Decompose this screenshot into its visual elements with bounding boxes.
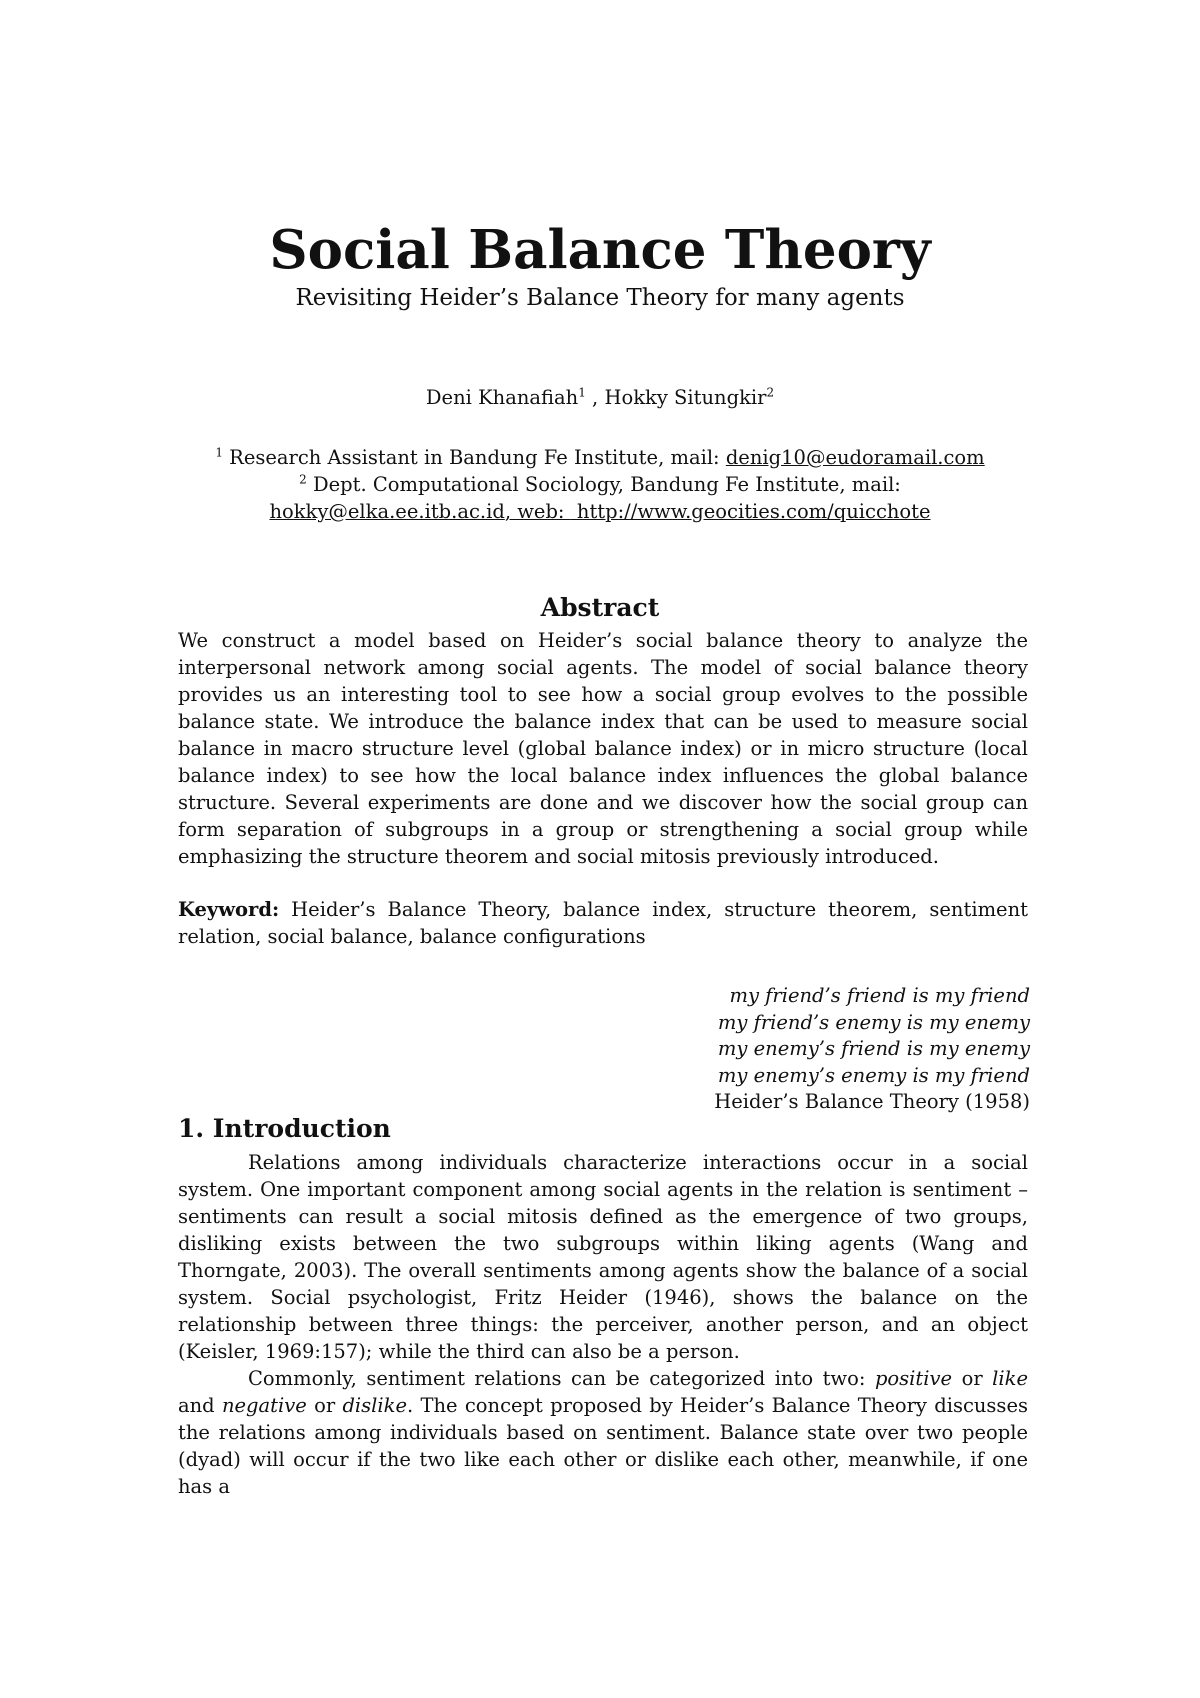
intro-text: Commonly, sentiment relations can be categorized into two:: [248, 1367, 875, 1390]
intro-text: or: [952, 1367, 993, 1390]
affiliation-2: [0, 471, 1200, 498]
affiliation-1-text: Research Assistant in Bandung Fe Institute, mail:: [222, 446, 726, 469]
paper-subtitle: Revisiting Heider’s Balance Theory for many agents: [295, 285, 905, 311]
paper-title: Social Balance Theory: [269, 219, 931, 281]
epigraph: [560, 983, 1030, 1116]
author-name-1: Deni Khanafiah: [425, 386, 579, 409]
affiliation-1: [0, 444, 1200, 471]
affiliations: [0, 444, 1200, 525]
epigraph-line: my enemy’s friend is my enemy: [717, 1037, 1030, 1060]
introduction-body: [178, 1149, 1028, 1500]
affiliation-2-text: Dept. Computational Sociology, Bandung Fe Institute, mail:: [306, 473, 901, 496]
term-like: like: [992, 1367, 1028, 1390]
abstract-body: We construct a model based on Heider’s social balance theory to analyze the interpersonal network among social agents. The model of social balance theory provides us an interesting tool to see how a social group evolves to the possible balance state. We introduce the balance index that can be used to measure social balance in macro structure level (global balance index) or in micro structure (local balance index) to see how the local balance index influences the global balance structure. Several experiments are done and we discover how the social group can form separation of subgroups in a group or strengthening a social group while emphasizing the structure theorem and social mitosis previously introduced.: [178, 629, 1028, 868]
affiliation-mark-1: 1: [215, 445, 223, 460]
term-positive: positive: [874, 1367, 953, 1390]
web-link[interactable]: http://www.geocities.com/quicchote: [570, 500, 931, 523]
author-line: [0, 384, 1200, 412]
author-footnote-mark-2: 2: [766, 385, 775, 400]
term-negative: negative: [221, 1394, 307, 1417]
section-heading-introduction: 1. Introduction: [178, 1114, 391, 1143]
keywords-text: Heider’s Balance Theory, balance index, structure theorem, sentiment relation, social balance, balance configurations: [178, 898, 1028, 948]
abstract-heading: Abstract: [540, 593, 660, 622]
author-name-2: Hokky Situngkir: [604, 386, 767, 409]
keywords: [178, 896, 1028, 950]
affiliation-mark-2: 2: [299, 472, 307, 487]
term-dislike: dislike: [342, 1394, 407, 1417]
web-label: , web:: [504, 500, 571, 523]
email-link-1[interactable]: denig10@eudoramail.com: [725, 446, 985, 469]
intro-paragraph-2: [178, 1365, 1028, 1500]
keywords-label: Keyword:: [178, 898, 280, 921]
epigraph-line: my enemy’s enemy is my friend: [717, 1063, 1030, 1087]
intro-text: or: [306, 1394, 343, 1417]
author-footnote-mark-1: 1: [578, 385, 586, 400]
email-link-2[interactable]: hokky@elka.ee.itb.ac.id: [269, 500, 505, 523]
intro-text: and: [178, 1394, 222, 1417]
epigraph-line: my friend’s friend is my friend: [729, 984, 1030, 1007]
affiliation-2-links: [0, 498, 1200, 525]
intro-paragraph-1: Relations among individuals characterize interactions occur in a social system. One important component among social agents in the relation is sentiment – sentiments can result a social mitosis defined as the emergence of two groups, disliking exists between the two subgroups within liking agents (Wang and Thorngate, 2003). The overall sentiments among agents show the balance of a social system. Social psychologist, Fritz Heider (1946), shows the balance on the relationship between three things: the perceiver, another person, and an object (Keisler, 1969:157); while the third can also be a person.: [178, 1151, 1028, 1363]
epigraph-line: my friend’s enemy is my enemy: [717, 1010, 1030, 1034]
epigraph-attribution: Heider’s Balance Theory (1958): [714, 1090, 1030, 1113]
author-separator: ,: [585, 386, 605, 409]
intro-text: . The concept proposed by Heider’s Balance Theory discusses the relations among individuals based on sentiment. Balance state over two people (dyad) will occur if the two like each other or dislike each other, meanwhile, if one has a: [178, 1394, 1028, 1498]
